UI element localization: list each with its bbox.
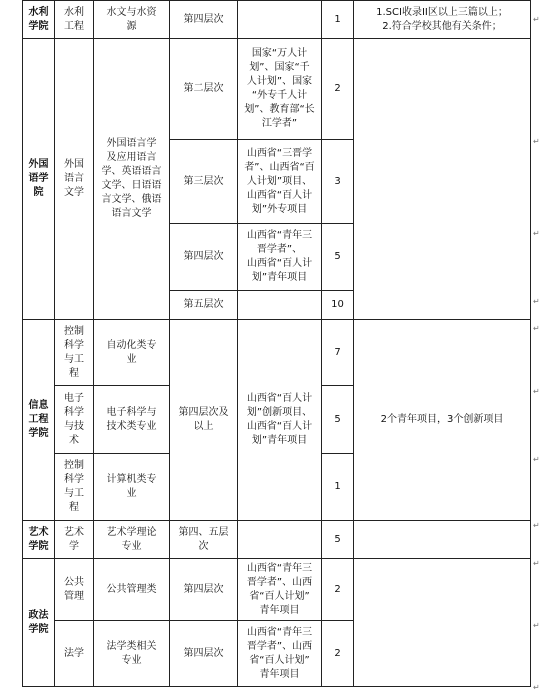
discipline-cell: 法学 bbox=[55, 621, 94, 687]
discipline-cell: 艺术 学 bbox=[55, 521, 94, 559]
table-row bbox=[23, 521, 531, 559]
count-cell: 1 bbox=[322, 1, 354, 39]
paragraph-mark-icon: ↵ bbox=[533, 229, 540, 238]
field-cell: 电子科学与 技术类专业 bbox=[94, 386, 170, 454]
field-cell: 外国语言学 及应用语言 学、英语语言 文学、日语语 言文学、俄语 语言文学 bbox=[94, 39, 170, 320]
college-cell: 政法 学院 bbox=[23, 559, 55, 687]
talent-cell: 山西省“百人计 划”创新项目、 山西省“百人计 划”青年项目 bbox=[238, 320, 322, 521]
talent-cell: 国家“万人计 划”、国家“千 人计划”、国家 “外专千人计 划”、教育部“长 江学者” bbox=[238, 39, 322, 140]
level-cell: 第二层次 bbox=[170, 39, 238, 140]
table-row bbox=[23, 559, 531, 621]
field-cell: 艺术学理论 专业 bbox=[94, 521, 170, 559]
level-cell: 第五层次 bbox=[170, 291, 238, 320]
paragraph-mark-icon: ↵ bbox=[533, 455, 540, 464]
discipline-cell: 控制 科学 与工 程 bbox=[55, 454, 94, 521]
college-cell: 艺术 学院 bbox=[23, 521, 55, 559]
paragraph-mark-icon: ↵ bbox=[533, 15, 540, 24]
talent-cell bbox=[238, 521, 322, 559]
talent-cell: 山西省“青年三 晋学者”、山西 省“百人计划” 青年项目 bbox=[238, 559, 322, 621]
count-cell: 2 bbox=[322, 621, 354, 687]
count-cell: 5 bbox=[322, 224, 354, 291]
level-cell: 第四层次 bbox=[170, 224, 238, 291]
talent-recruitment-table bbox=[22, 0, 531, 687]
discipline-cell: 电子 科学 与技 术 bbox=[55, 386, 94, 454]
field-cell: 计算机类专 业 bbox=[94, 454, 170, 521]
count-cell: 10 bbox=[322, 291, 354, 320]
requirements-cell: 2个青年项目，3个创新项目 bbox=[354, 320, 531, 521]
paragraph-mark-icon: ↵ bbox=[533, 324, 540, 333]
field-cell: 自动化类专 业 bbox=[94, 320, 170, 386]
paragraph-mark-icon: ↵ bbox=[533, 621, 540, 630]
field-cell: 法学类相关 专业 bbox=[94, 621, 170, 687]
requirements-cell: 1.SCI收录II区以上三篇以上； 2.符合学校其他有关条件； bbox=[354, 1, 531, 39]
requirements-cell bbox=[354, 559, 531, 687]
count-cell: 2 bbox=[322, 39, 354, 140]
field-cell: 水文与水资 源 bbox=[94, 1, 170, 39]
count-cell: 7 bbox=[322, 320, 354, 386]
table-row bbox=[23, 1, 531, 39]
level-cell: 第四层次及 以上 bbox=[170, 320, 238, 521]
table-row bbox=[23, 39, 531, 140]
count-cell: 5 bbox=[322, 386, 354, 454]
college-cell: 信息 工程 学院 bbox=[23, 320, 55, 521]
table-row bbox=[23, 320, 531, 386]
paragraph-mark-icon: ↵ bbox=[533, 137, 540, 146]
level-cell: 第四、五层 次 bbox=[170, 521, 238, 559]
talent-cell: 山西省“青年三 晋学者”、山西 省“百人计划” 青年项目 bbox=[238, 621, 322, 687]
paragraph-mark-icon: ↵ bbox=[533, 559, 540, 568]
field-cell: 公共管理类 bbox=[94, 559, 170, 621]
discipline-cell: 水利 工程 bbox=[55, 1, 94, 39]
discipline-cell: 公共 管理 bbox=[55, 559, 94, 621]
college-cell: 外国 语学 院 bbox=[23, 39, 55, 320]
talent-cell: 山西省“三晋学 者”、山西省“百 人计划”项目、 山西省“百人计 划”外专项目 bbox=[238, 140, 322, 224]
paragraph-mark-icon: ↵ bbox=[533, 297, 540, 306]
requirements-cell bbox=[354, 521, 531, 559]
count-cell: 5 bbox=[322, 521, 354, 559]
talent-cell bbox=[238, 291, 322, 320]
count-cell: 2 bbox=[322, 559, 354, 621]
paragraph-mark-icon: ↵ bbox=[533, 521, 540, 530]
paragraph-mark-icon: ↵ bbox=[533, 387, 540, 396]
discipline-cell: 外国 语言 文学 bbox=[55, 39, 94, 320]
discipline-cell: 控制 科学 与工 程 bbox=[55, 320, 94, 386]
count-cell: 1 bbox=[322, 454, 354, 521]
college-cell: 水利 学院 bbox=[23, 1, 55, 39]
level-cell: 第三层次 bbox=[170, 140, 238, 224]
level-cell: 第四层次 bbox=[170, 621, 238, 687]
talent-cell: 山西省“青年三 晋学者”、 山西省“百人计 划”青年项目 bbox=[238, 224, 322, 291]
level-cell: 第四层次 bbox=[170, 1, 238, 39]
level-cell: 第四层次 bbox=[170, 559, 238, 621]
requirements-cell bbox=[354, 39, 531, 320]
paragraph-mark-icon: ↵ bbox=[533, 683, 540, 692]
talent-cell bbox=[238, 1, 322, 39]
count-cell: 3 bbox=[322, 140, 354, 224]
